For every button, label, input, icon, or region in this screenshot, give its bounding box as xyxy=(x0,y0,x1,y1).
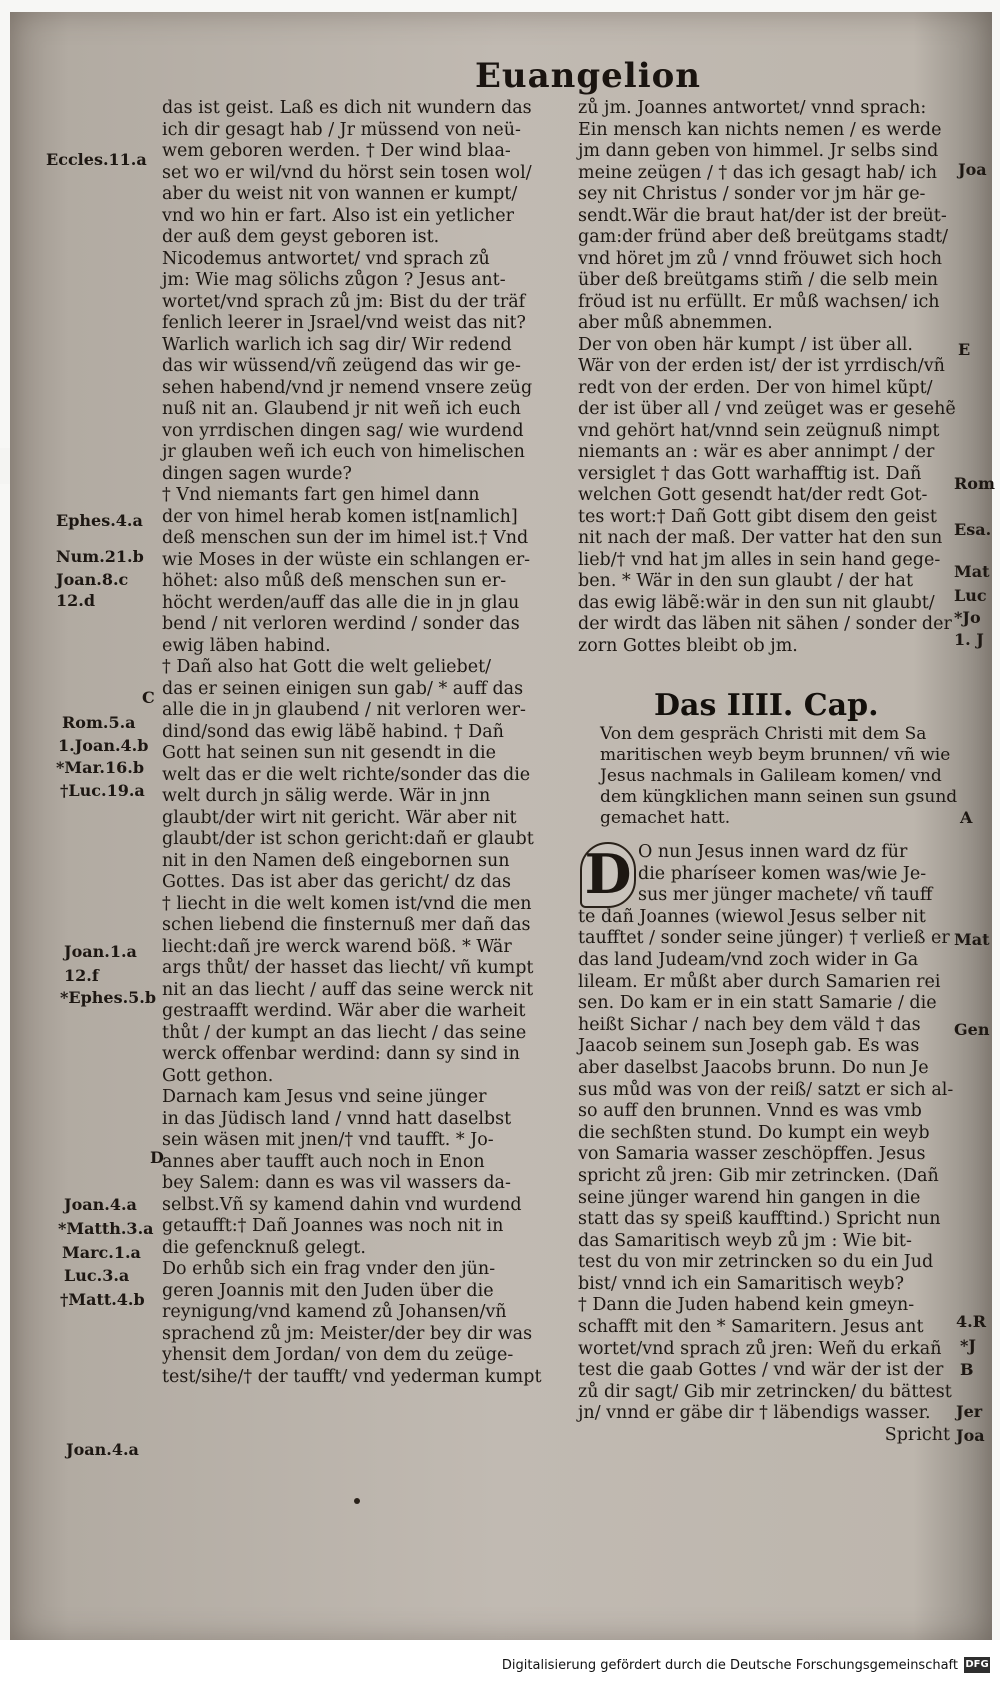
margin-reference: Joan.4.a xyxy=(66,1440,139,1459)
left-column-line: schen liebend die finsternuß mer dañ das xyxy=(162,915,531,935)
chapter-line: wortet/vnd sprach zů jren: Weñ du erkañ xyxy=(578,1338,942,1359)
margin-reference: Joan.4.a xyxy=(64,1195,137,1214)
left-column-line: † Vnd niemants fart gen himel dann xyxy=(162,485,480,505)
left-column-line: † Dañ also hat Gott die welt geliebet/ xyxy=(162,657,492,677)
right-column-line: der wirdt das läben nit sähen / sonder der xyxy=(578,614,952,634)
right-column-line: welchen Gott gesendt hat/der redt Got- xyxy=(578,485,928,505)
chapter-summary xyxy=(600,724,958,829)
left-column-line: annes aber taufft auch noch in Enon xyxy=(162,1151,485,1172)
right-column-line: Der von oben här kumpt / ist über all. xyxy=(578,334,913,355)
chapter-line: O nun Jesus innen ward dz für xyxy=(638,842,908,862)
margin-reference: Joan.8.c xyxy=(56,570,129,589)
right-column-line: lieb/† vnd hat jm alles in sein hand gege- xyxy=(578,549,941,570)
left-column-line: dind/sond das ewig läbẽ habind. † Dañ xyxy=(162,721,504,742)
left-column-line: nit in den Namen deß eingebornen sun xyxy=(162,850,510,871)
right-column-line: gam:der fründ aber deß breütgams stadt/ xyxy=(578,227,949,247)
left-column-line: test/sihe/† der taufft/ vnd yederman kumpt xyxy=(162,1366,542,1387)
left-column-line: glaubt/der ist schon gericht:dañ er glaubt xyxy=(162,829,534,849)
page-header-title: Euangelion xyxy=(475,56,702,96)
left-column-line: aber du weist nit von wannen er kumpt/ xyxy=(162,184,518,204)
left-column-line: höcht werden/auff das alle die in jn glau xyxy=(162,592,520,613)
left-column-line: werck offenbar werdind: dann sy sind in xyxy=(162,1044,520,1064)
chapter-line: die sechßten stund. Do kumpt ein weyb xyxy=(578,1122,930,1143)
edge-reference: Joa xyxy=(956,1426,985,1445)
left-column-line: in das Jüdisch land / vnnd hatt daselbst xyxy=(162,1108,512,1129)
right-column-line: vnd gehört hat/vnnd sein zeügnuß nimpt xyxy=(578,420,940,441)
margin-reference: *Mar.16.b xyxy=(56,758,144,777)
left-column-line: glaubt/der wirt nit gericht. Wär aber nit xyxy=(162,807,517,828)
chapter-line: das land Judeam/vnd zoch wider in Ga xyxy=(578,949,919,970)
footer-bar xyxy=(0,1652,1000,1684)
left-column-line: nit an das liecht / auff das seine werck nit xyxy=(162,979,534,1000)
edge-reference: Esa. xyxy=(954,520,992,539)
left-column-line: getaufft:† Dañ Joannes was noch nit in xyxy=(162,1216,504,1236)
left-column-line: das wir wüssend/vñ zeügend das wir ge- xyxy=(162,356,521,376)
edge-reference: *J xyxy=(960,1336,976,1355)
right-column-line: niemants an : wär es aber annimpt / der xyxy=(578,442,935,462)
edge-reference: Luc xyxy=(954,586,987,605)
right-column-line: meine zeügen / † das ich gesagt hab/ ich xyxy=(578,162,937,183)
right-column-line: jm dann geben von himmel. Jr selbs sind xyxy=(578,141,939,161)
left-column-line: sprachend zů jm: Meister/der bey dir was xyxy=(162,1323,533,1344)
left-column-line: das ist geist. Laß es dich nit wundern das xyxy=(162,98,532,118)
left-column-line: ich dir gesagt hab / Jr müssend von neü- xyxy=(162,119,521,140)
right-column-line: tes wort:† Dañ Gott gibt disem den geist xyxy=(578,506,937,527)
margin-reference: 1.Joan.4.b xyxy=(58,736,149,755)
chapter-line: von Samaria wasser zeschöpffen. Jesus xyxy=(578,1144,926,1165)
chapter-line: taufftet / sonder seine jünger) † verließ er xyxy=(578,928,950,949)
left-column-line: Warlich warlich ich sag dir/ Wir redend xyxy=(162,334,512,355)
left-column-line: bey Salem: dann es was vil wassers da- xyxy=(162,1173,511,1193)
chapter-line: schafft mit den * Samaritern. Jesus ant xyxy=(578,1317,924,1338)
left-column-line: Do erhůb sich ein frag vnder den jün- xyxy=(162,1259,496,1279)
edge-reference: Gen xyxy=(954,1020,990,1039)
right-column-line: ben. * Wär in den sun glaubt / der hat xyxy=(578,571,913,591)
margin-reference: Luc.3.a xyxy=(64,1266,130,1285)
right-text-column xyxy=(578,98,956,657)
left-column-line: welt durch jn sälig werde. Wär in jnn xyxy=(162,786,491,806)
chapter-line: test die gaab Gottes / vnd wär der ist der xyxy=(578,1360,944,1381)
chapter-heading: Das IIII. Cap. xyxy=(654,688,879,723)
left-column-line: welt das er die welt richte/sonder das die xyxy=(162,764,531,785)
margin-reference: D xyxy=(150,1148,164,1167)
left-column-line: fenlich leerer in Jsrael/vnd weist das nit? xyxy=(162,313,526,333)
footer-credit: Digitalisierung gefördert durch die Deutsche Forschungsgemeinschaft xyxy=(501,1658,958,1673)
margin-reference: *Matth.3.a xyxy=(58,1219,154,1238)
right-column-line: fröud ist nu erfüllt. Er můß wachsen/ ich xyxy=(578,291,940,312)
left-column-line: args thůt/ der hasset das liecht/ vñ kumpt xyxy=(162,958,534,978)
margin-reference: Ephes.4.a xyxy=(56,511,143,530)
chapter-text-column xyxy=(578,842,956,1447)
chapter-line: bist/ vnnd ich ein Samaritisch weyb? xyxy=(578,1273,904,1294)
left-column-line: das er seinen einigen sun gab/ * auff das xyxy=(162,678,524,699)
chapter-line: zů dir sagt/ Gib mir zetrincken/ du bättest xyxy=(578,1381,952,1402)
chapter-line: Spricht xyxy=(884,1425,950,1446)
right-column-line: zorn Gottes bleibt ob jm. xyxy=(578,635,798,656)
chapter-line: lileam. Er můßt aber durch Samarien rei xyxy=(578,971,941,992)
left-column-line: von yrrdischen dingen sag/ wie wurdend xyxy=(162,420,524,441)
margin-reference: Joan.1.a xyxy=(64,942,137,961)
edge-reference: 4.R xyxy=(956,1312,986,1331)
chapter-line: sus můd was von der reiß/ satzt er sich al- xyxy=(578,1079,954,1100)
chapter-line: seine jünger warend hin gangen in die xyxy=(578,1187,921,1208)
left-column-line: Nicodemus antwortet/ vnd sprach zů xyxy=(162,248,490,269)
left-column-line: jm: Wie mag sölichs zůgon ? Jesus ant- xyxy=(162,270,506,290)
chapter-line: spricht zů jren: Gib mir zetrincken. (Dañ xyxy=(578,1165,939,1186)
left-column-line: wie Moses in der wüste ein schlangen er- xyxy=(162,549,531,570)
chapter-line: das Samaritisch weyb zů jm : Wie bit- xyxy=(578,1230,912,1251)
summary-line: Von dem gespräch Christi mit dem Sa xyxy=(600,724,927,744)
left-column-line: nuß nit an. Glaubend jr nit weñ ich euch xyxy=(162,399,521,419)
left-column-line: reynigung/vnd kamend zů Johansen/vñ xyxy=(162,1302,507,1322)
right-column-line: Ein mensch kan nichts nemen / es werde xyxy=(578,119,942,140)
summary-line: maritischen weyb beym brunnen/ vñ wie xyxy=(600,745,951,765)
left-column-line: jr glauben weñ ich euch von himelischen xyxy=(162,442,525,462)
left-column-line: liecht:dañ jre werck warend böß. * Wär xyxy=(162,936,512,957)
right-column-line: Wär von der erden ist/ der ist yrrdisch/vñ xyxy=(578,356,945,376)
left-column-line: yhensit dem Jordan/ von dem du zeüge- xyxy=(162,1345,514,1365)
left-column-line: Gottes. Das ist aber das gericht/ dz das xyxy=(162,872,512,892)
left-column-line: der von himel herab komen ist[namlich] xyxy=(162,506,518,527)
left-column-line: sehen habend/vnd jr nemend vnsere zeüg xyxy=(162,377,533,398)
right-column-line: aber můß abnemmen. xyxy=(578,313,773,333)
chapter-line: die pharíseer komen was/wie Je- xyxy=(638,863,927,884)
edge-reference: E xyxy=(958,340,971,359)
summary-line: dem küngklichen mann seinen sun gsund xyxy=(600,787,958,807)
margin-reference: Num.21.b xyxy=(56,547,144,566)
left-column-line: selbst.Vñ sy kamend dahin vnd wurdend xyxy=(162,1194,522,1215)
chapter-line: so auff den brunnen. Vnnd es was vmb xyxy=(578,1101,922,1122)
ink-dot xyxy=(354,1498,360,1504)
left-column-line: wem geboren werden. † Der wind blaa- xyxy=(162,141,511,161)
right-column-line: sey nit Christus / sonder vor jm här ge- xyxy=(578,184,926,204)
chapter-line: statt das sy speiß kaufftind.) Spricht nun xyxy=(578,1209,941,1230)
left-column-line: Darnach kam Jesus vnd seine jünger xyxy=(162,1087,487,1107)
margin-reference: Marc.1.a xyxy=(62,1243,141,1262)
right-column-line: der ist über all / vnd zeüget was er gesehẽ xyxy=(578,399,956,419)
left-column-line: die gefencknuß gelegt. xyxy=(162,1237,366,1258)
margin-reference: †Matt.4.b xyxy=(60,1290,145,1309)
edge-reference: A xyxy=(960,808,973,827)
right-column-line: zů jm. Joannes antwortet/ vnnd sprach: xyxy=(578,98,927,118)
left-column-line: ewig läben habind. xyxy=(162,635,331,656)
right-column-line: das ewig läbẽ:wär in den sun nit glaubt/ xyxy=(578,592,935,613)
right-column-line: redt von der erden. Der von himel kũpt/ xyxy=(578,377,933,398)
margin-reference: †Luc.19.a xyxy=(60,781,145,800)
edge-reference: *Jo xyxy=(954,608,981,627)
edge-reference: Mat xyxy=(954,930,990,949)
left-column-line: geren Joannis mit den Juden über die xyxy=(162,1280,494,1301)
chapter-line: aber daselbst Jaacobs brunn. Do nun Je xyxy=(578,1057,929,1078)
left-text-column xyxy=(162,98,552,1388)
right-column-line: versiglet † das Gott warhafftig ist. Dañ xyxy=(578,463,922,484)
left-column-line: Gott gethon. xyxy=(162,1065,274,1086)
left-column-line: thůt / der kumpt an das liecht / das seine xyxy=(162,1022,527,1043)
margin-reference: Rom.5.a xyxy=(62,713,136,732)
margin-reference: 12.d xyxy=(56,591,96,610)
left-column-line: vnd wo hin er fart. Also ist ein yetlicher xyxy=(162,205,514,226)
left-column-line: deß menschen sun der im himel ist.† Vnd xyxy=(162,528,529,548)
left-column-line: wortet/vnd sprach zů jm: Bist du der träf xyxy=(162,291,526,312)
left-column-line: bend / nit verloren werdind / sonder das xyxy=(162,614,520,634)
edge-reference: B xyxy=(960,1360,974,1379)
left-column-line: Gott hat seinen sun nit gesendt in die xyxy=(162,743,496,763)
left-column-line: gestraafft werdind. Wär aber die warheit xyxy=(162,1001,526,1021)
left-column-line: höhet: also můß deß menschen sun er- xyxy=(162,571,507,591)
left-column-line: set wo er wil/vnd du hörst sein tosen wol/ xyxy=(162,162,532,183)
edge-reference: Mat xyxy=(954,562,990,581)
left-column-line: † liecht in die welt komen ist/vnd die men xyxy=(162,893,532,914)
left-column-line: dingen sagen wurde? xyxy=(162,463,352,484)
dfg-logo: DFG xyxy=(964,1657,990,1673)
left-column-line: der auß dem geyst geboren ist. xyxy=(162,227,440,247)
left-column-line: sein wäsen mit jnen/† vnd taufft. * Jo- xyxy=(162,1130,494,1150)
margin-reference: C xyxy=(142,688,155,707)
edge-reference: Joa xyxy=(958,160,987,179)
edge-reference: Jer xyxy=(956,1402,983,1421)
margin-reference: *Ephes.5.b xyxy=(60,988,157,1007)
chapter-line: test du von mir zetrincken so du ein Jud xyxy=(578,1252,934,1273)
left-column-line: alle die in jn glaubend / nit verloren wer- xyxy=(162,700,526,720)
edge-reference: 1. J xyxy=(954,630,984,649)
margin-reference: Eccles.11.a xyxy=(46,150,147,169)
chapter-line: te dañ Joannes (wiewol Jesus selber nit xyxy=(578,906,926,927)
right-column-line: nit nach der maß. Der vatter hat den sun xyxy=(578,528,943,548)
chapter-line: sus mer jünger machete/ vñ tauff xyxy=(638,885,933,906)
chapter-line: † Dann die Juden habend kein gmeyn- xyxy=(578,1295,915,1316)
page-edge-tab xyxy=(0,448,10,484)
right-column-line: vnd höret jm zů / vnnd fröuwet sich hoch xyxy=(578,248,943,269)
right-column-line: sendt.Wär die braut hat/der ist der breüt- xyxy=(578,205,947,226)
right-column-line: über deß breütgams stim̃ / die selb mein xyxy=(578,270,939,290)
chapter-line: heißt Sichar / nach bey dem väld † das xyxy=(578,1014,921,1035)
summary-line: Jesus nachmals in Galileam komen/ vnd xyxy=(600,766,942,786)
margin-reference: 12.f xyxy=(64,966,99,985)
drop-cap-initial: D xyxy=(580,842,636,908)
chapter-line: sen. Do kam er in ein statt Samarie / die xyxy=(578,993,937,1014)
summary-line: gemachet hatt. xyxy=(600,808,731,828)
chapter-line: jn/ vnnd er gäbe dir † läbendigs wasser. xyxy=(578,1403,931,1424)
edge-reference: Rom xyxy=(954,474,995,493)
chapter-line: Jaacob seinem sun Joseph gab. Es was xyxy=(578,1036,920,1057)
